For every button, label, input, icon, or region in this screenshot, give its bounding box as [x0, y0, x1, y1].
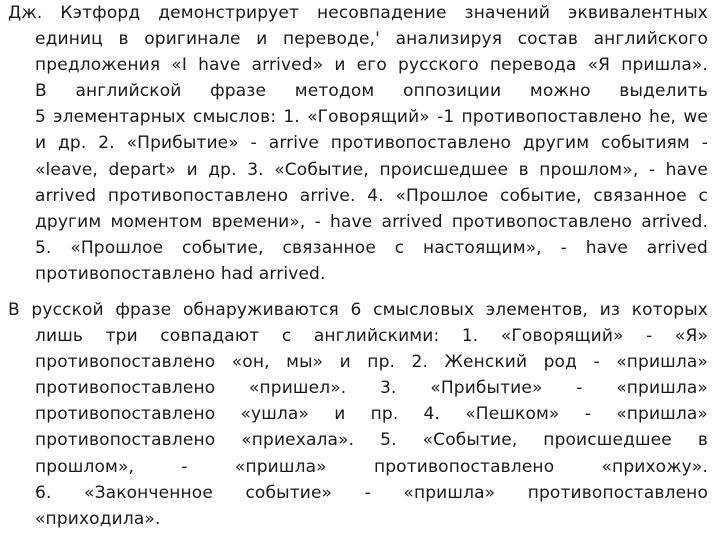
text-line: противопоставлено «приехала». 5. «Событие, происшедшее в: [35, 430, 708, 451]
text-line: противопоставлено had arrived.: [35, 263, 326, 284]
text-line: 5 элементарных смыслов: 1. «Говорящий» -1 противопоставлено he, we: [35, 107, 708, 128]
text-line: единиц в оригинале и переводе,' анализируя состав английского: [35, 29, 708, 50]
text-line: Дж. Кэтфорд демонстрирует несовпадение значений эквивалентных: [8, 3, 708, 23]
text-line: 5. «Прошлое событие, связанное с настоящим», - have arrived: [35, 237, 708, 258]
text-line: «приходила».: [35, 508, 161, 529]
text-line: предложения «I have arrived» и его русского перевода «Я пришла».: [35, 55, 708, 76]
paragraph-russian-analysis: [8, 297, 708, 532]
text-line: В русской фразе обнаруживаются 6 смысловых элементов, из которых: [8, 300, 708, 320]
text-line: «leave, depart» и др. 3. «Событие, происшедшее в прошлом», - have: [35, 159, 708, 180]
text-line: и др. 2. «Прибытие» - arrive противопоставлено другим событиям -: [35, 133, 708, 154]
text-line: лишь три совпадают с английскими: 1. «Говорящий» - «Я»: [35, 326, 708, 347]
text-line: 6. «Законченное событие» - «пришла» противопоставлено: [35, 482, 708, 503]
text-line: другим моментом времени», - have arrived противопоставлено arrived.: [35, 211, 708, 232]
text-line: В английской фразе методом оппозиции можно выделить: [35, 81, 708, 102]
text-line: arrived противопоставлено arrive. 4. «Прошлое событие, связанное с: [35, 185, 708, 206]
paragraph-catford-english-analysis: [8, 0, 708, 287]
text-line: противопоставлено «ушла» и пр. 4. «Пешком» - «пришла»: [35, 404, 708, 425]
text-line: противопоставлено «пришел». 3. «Прибытие» - «пришла»: [35, 378, 708, 399]
text-line: прошлом», - «пришла» противопоставлено «прихожу».: [35, 456, 708, 477]
text-line: противопоставлено «он, мы» и пр. 2. Женский род - «пришла»: [35, 352, 708, 373]
